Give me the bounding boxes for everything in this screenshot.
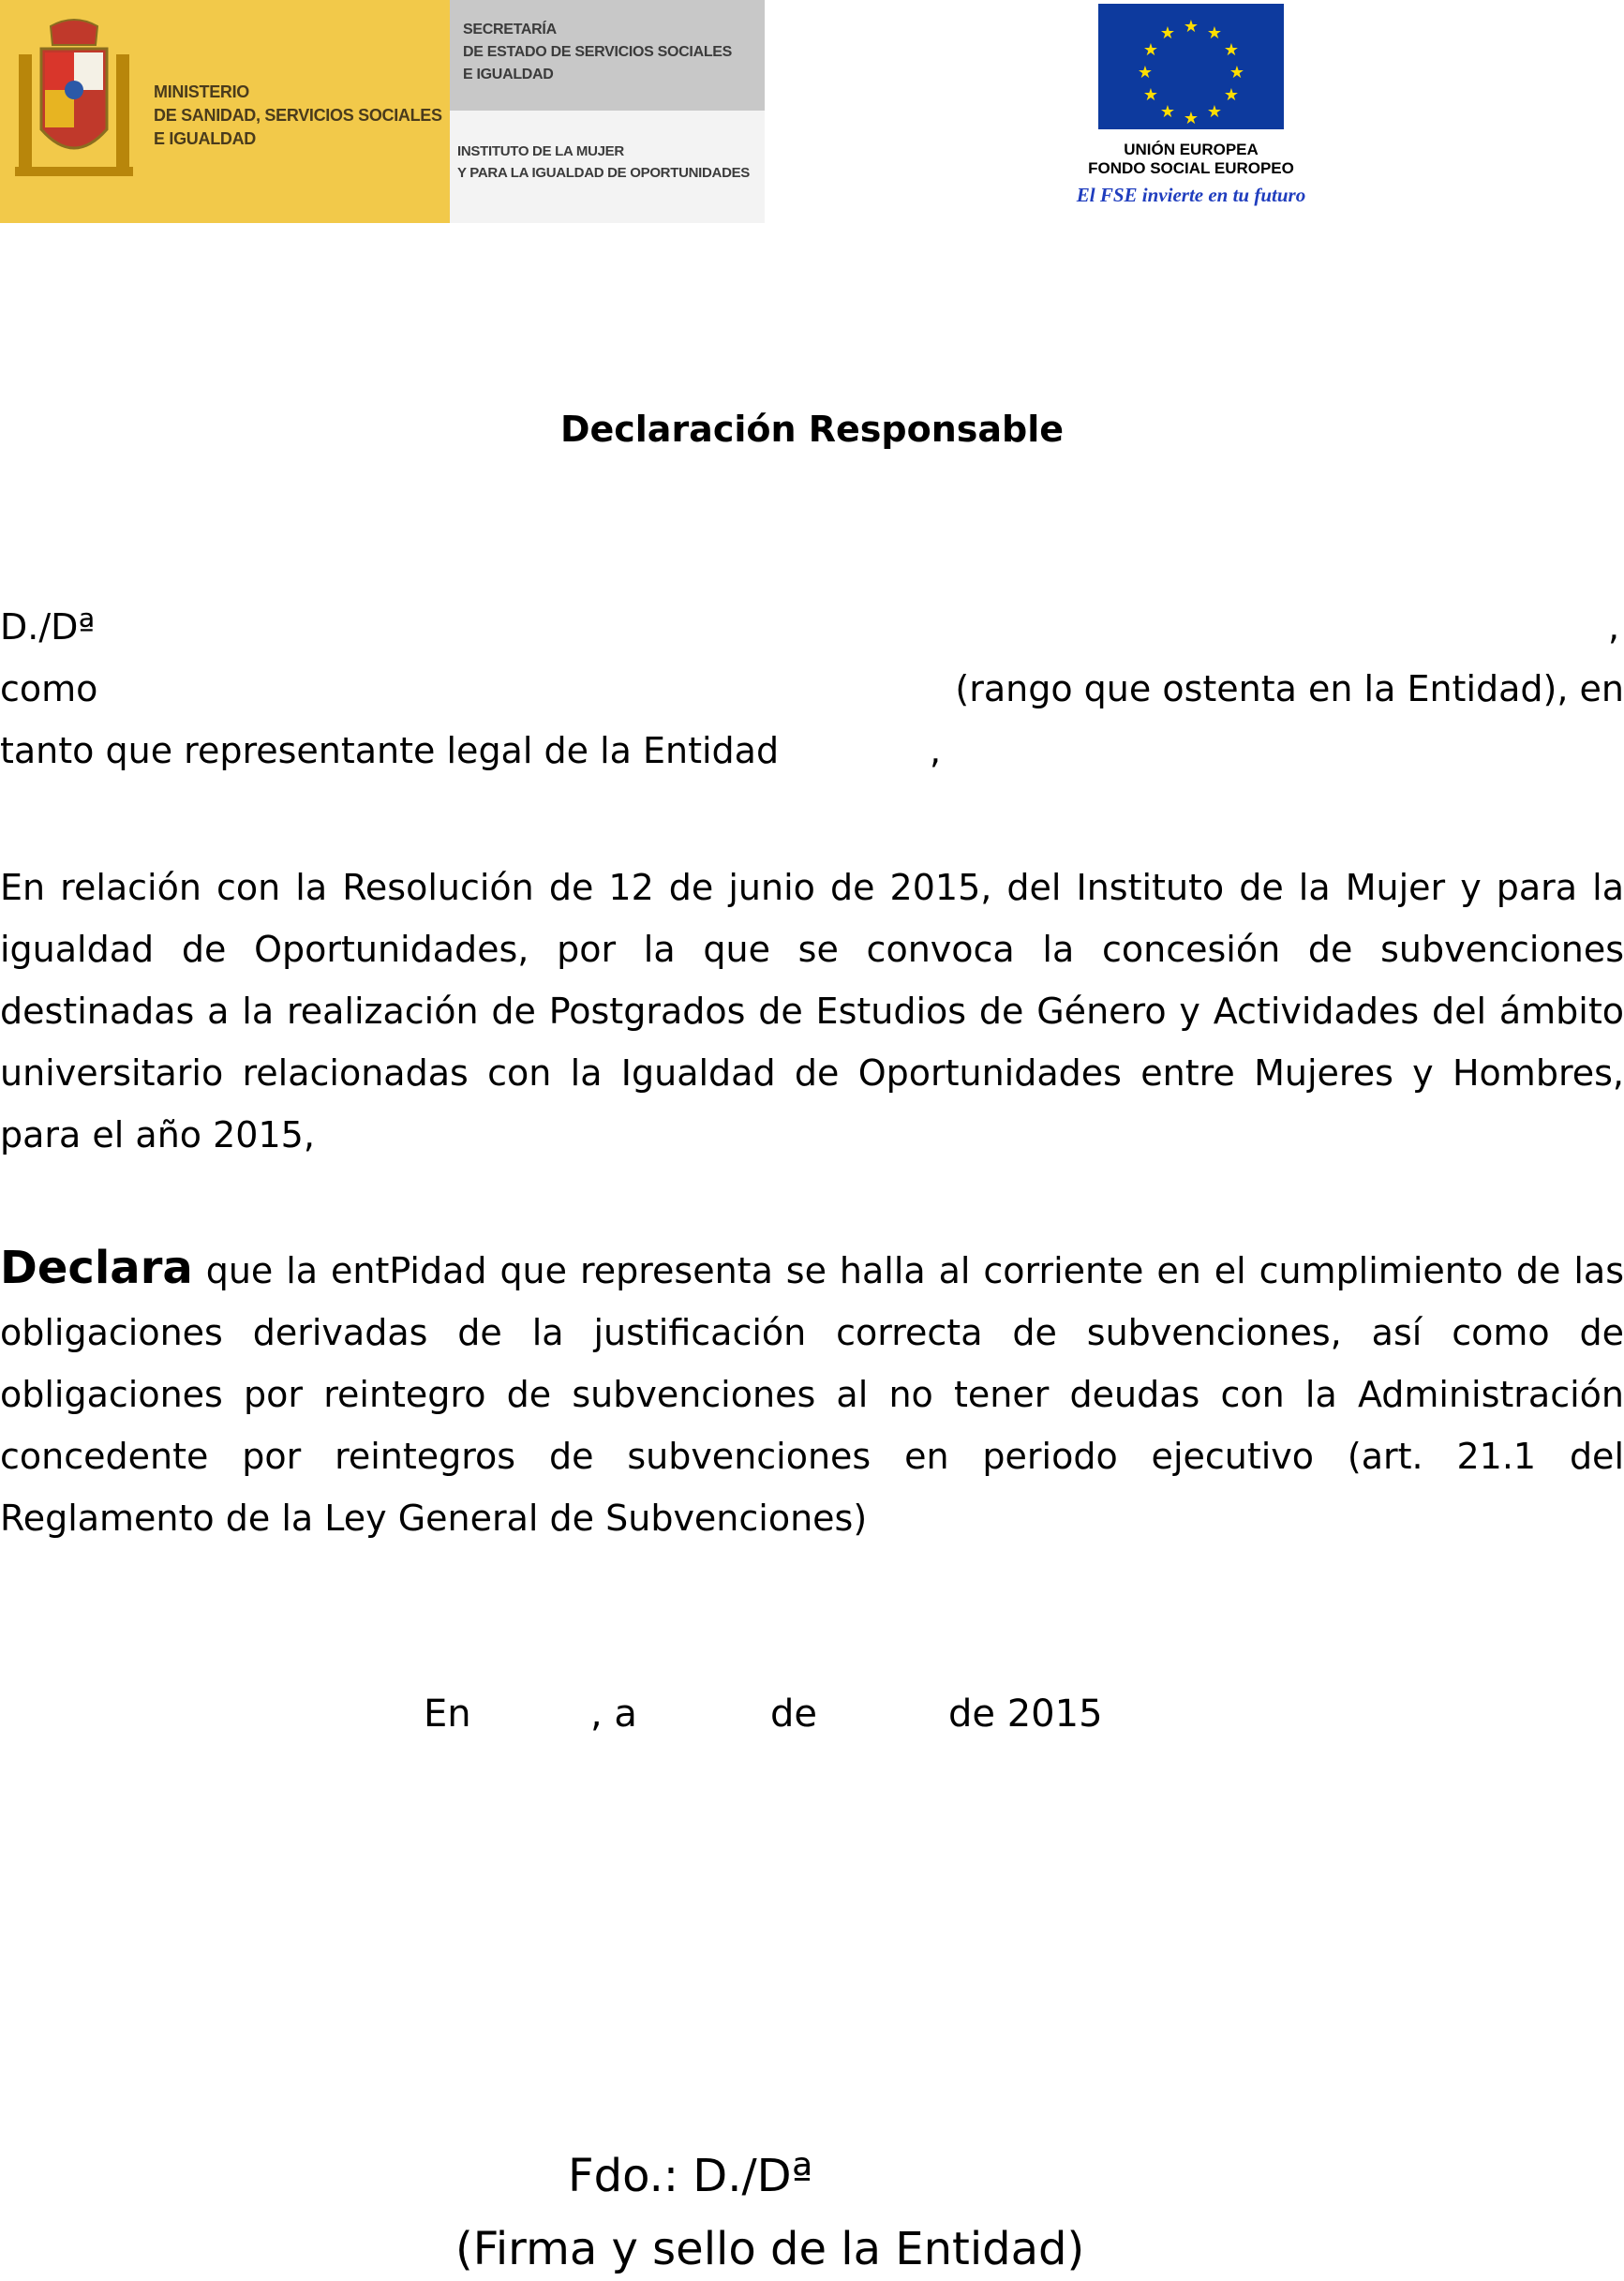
ministry-line: DE SANIDAD, SERVICIOS SOCIALES: [154, 106, 442, 125]
svg-text:★: ★: [1183, 17, 1199, 37]
signature-label: Fdo.: D./Dª: [568, 2150, 813, 2202]
eu-flag-icon: [1098, 4, 1284, 129]
svg-text:★: ★: [1159, 102, 1176, 122]
document-title: Declaración Responsable: [559, 409, 1065, 450]
eu-slogan: El FSE invierte en tu futuro: [1076, 184, 1306, 206]
entity-comma: ,: [930, 730, 942, 771]
date-en: En: [424, 1692, 471, 1736]
eu-line: UNIÓN EUROPEA: [1124, 141, 1259, 158]
svg-text:★: ★: [1206, 102, 1223, 122]
declara-word: Declara: [0, 1242, 193, 1294]
instituto-logo: [450, 111, 765, 223]
date-de: de: [770, 1692, 817, 1736]
svg-text:★: ★: [1223, 40, 1240, 60]
instituto-line: INSTITUTO DE LA MUJER: [457, 143, 624, 159]
declaration-paragraph: [0, 1237, 1624, 1549]
date-a: , a: [590, 1692, 637, 1736]
entity-label: tanto que representante legal de la Entidad: [0, 730, 780, 771]
eu-line: FONDO SOCIAL EUROPEO: [1088, 159, 1294, 177]
ministry-line: MINISTERIO: [154, 82, 250, 101]
svg-text:★: ★: [1223, 85, 1240, 105]
eu-name: [1050, 141, 1333, 178]
svg-text:★: ★: [1137, 63, 1154, 82]
instituto-line: Y PARA LA IGUALDAD DE OPORTUNIDADES: [457, 165, 751, 181]
declarant-label: D./Dª: [0, 606, 96, 648]
resolution-paragraph: En relación con la Resolución de 12 de junio de 2015, del Instituto de la Mujer y para la igualdad de Oportunidades, por la que se convoca la concesión de subvenciones destinadas a la realización de Postgrados de Estudios de Género y Actividades del ámbito universitario relacionadas con la Igualdad de Oportunidades entre Mujeres y Hombres, para el año 2015,: [0, 867, 1624, 1155]
ministry-logo: [0, 0, 450, 223]
instituto-name: [457, 141, 750, 184]
svg-text:★: ★: [1142, 40, 1159, 60]
ministry-name: [154, 81, 442, 151]
ministry-line: E IGUALDAD: [154, 129, 256, 148]
secretaria-line: SECRETARÍA: [463, 22, 557, 37]
declaration-text: que la entPidad que representa se halla al corriente en el cumplimiento de las obligaciones derivadas de la justificación correcta de subvenciones, así como de obligaciones por reintegro de subvenciones al no tener deudas con la Administración concedente por reintegros de subvenciones en periodo ejecutivo (art. 21.1 del Reglamento de la Ley General de Subvenciones): [0, 1250, 1624, 1539]
date-year: de 2015: [948, 1692, 1103, 1736]
secretaria-line: E IGUALDAD: [463, 67, 554, 82]
svg-text:★: ★: [1229, 63, 1245, 82]
svg-text:★: ★: [1183, 109, 1199, 128]
secretaria-line: DE ESTADO DE SERVICIOS SOCIALES: [463, 44, 733, 60]
secretaria-name: [463, 19, 732, 86]
svg-text:★: ★: [1142, 85, 1159, 105]
svg-text:★: ★: [1159, 23, 1176, 43]
coat-of-arms-icon: [13, 17, 135, 193]
secretaria-logo: [450, 0, 765, 111]
signature-note: (Firma y sello de la Entidad): [455, 2223, 1085, 2275]
role-note: (rango que ostenta en la Entidad), en: [955, 668, 1624, 709]
role-label: como: [0, 668, 98, 709]
declarant-comma: ,: [1608, 606, 1620, 648]
svg-text:★: ★: [1206, 23, 1223, 43]
